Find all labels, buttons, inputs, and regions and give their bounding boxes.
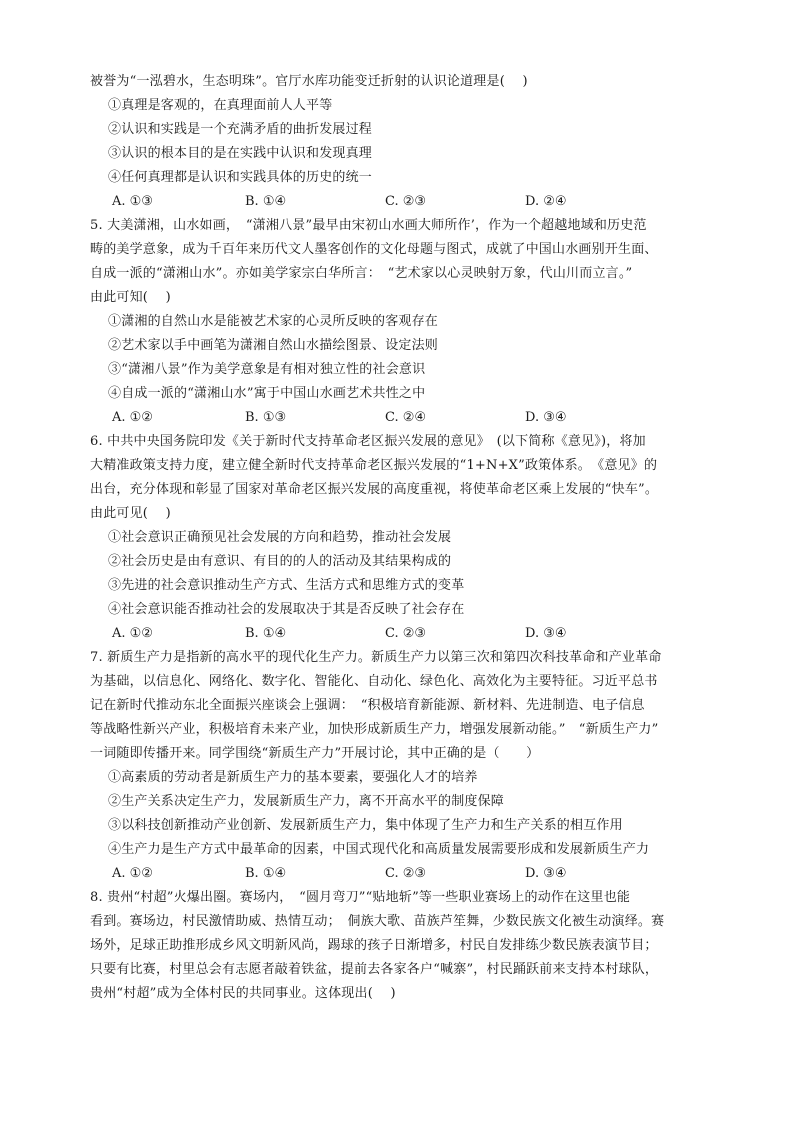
question-4 [90,70,720,214]
question-stem-line: 为基础，以信息化、网络化、数字化、智能化、自动化、绿色化、高效化为主要特征。习近平总书 [90,674,658,689]
answer-options [90,622,720,646]
question-stem-line: 畴的美学意象，成为千百年来历代文人墨客创作的文化母题与图式，成就了中国山水画别开生面、 [90,242,658,257]
statement-2: ②艺术家以手中画笔为潇湘自然山水描绘图景、设定法则 [108,338,439,353]
statement-3: ③以科技创新推动产业创新、发展新质生产力，集中体现了生产力和生产关系的相互作用 [108,818,623,833]
question-8 [90,886,720,1006]
answer-options [90,190,720,214]
question-stem-line: 看到。赛场边，村民激情助威、热情互动； 侗族大歌、苗族芦笙舞，少数民族文化被生动演绎。赛 [90,914,665,929]
statement-3: ③认识的根本目的是在实践中认识和发现真理 [108,146,373,161]
statement-1: ①潇湘的自然山水是能被艺术家的心灵所反映的客观存在 [108,314,439,329]
statement-4: ④生产力是生产方式中最革命的因素，中国式现代化和高质量发展需要形成和发展新质生产力 [108,842,650,857]
option-b[interactable]: B. ①④ [245,194,287,209]
question-stem-line: 6. 中共中央国务院印发《关于新时代支持革命老区振兴发展的意见》 (以下简称《意见》)，将加 [90,434,646,449]
option-b[interactable]: B. ①④ [245,626,287,641]
question-stem-line: 由此可知( ) [90,290,171,305]
question-stem-line: 出台，充分体现和彰显了国家对革命老区振兴发展的高度重视，将使革命老区乘上发展的“快车”。 [90,482,659,497]
question-stem-line: 等战略性新兴产业，积极培育未来产业，加快形成新质生产力，增强发展新动能。” “新质生产力” [90,722,659,737]
option-a[interactable]: A. ①③ [112,194,153,209]
option-d[interactable]: D. ③④ [525,410,567,425]
question-stem-line: 记在新时代推动东北全面振兴座谈会上强调： “积极培育新能源、新材料、先进制造、电子信息 [90,698,645,713]
statement-2: ②社会历史是由有意识、有目的的人的活动及其结果构成的 [108,554,452,569]
exam-page [90,70,720,1006]
question-stem-line: 5. 大美潇湘，山水如画， “潇湘八景”最早由宋初山水画大师所作’，作为一个超越地域和历史范 [90,218,647,233]
question-stem-line: 自成一派的“潇湘山水”。亦如美学家宗白华所言： “艺术家以心灵映射万象，代山川而立言。” [90,266,633,281]
statement-4: ④自成一派的“潇湘山水”寓于中国山水画艺术共性之中 [108,386,426,401]
question-7 [90,646,720,886]
option-c[interactable]: C. ②④ [385,410,427,425]
answer-options [90,862,720,886]
question-stem-line: 场外，足球正助推形成乡风文明新风尚，踢球的孩子日渐增多，村民自发排练少数民族表演节目； [90,938,658,953]
question-stem-line: 7. 新质生产力是指新的高水平的现代化生产力。新质生产力以第三次和第四次科技革命和产业革命 [90,650,662,665]
question-stem-line: 大精准政策支持力度，建立健全新时代支持革命老区振兴发展的“1+N+X”政策体系。 《意见》的 [90,458,658,473]
option-b[interactable]: B. ①④ [245,866,287,881]
question-stem-line: 由此可见( ) [90,506,171,521]
statement-2: ②生产关系决定生产力，发展新质生产力，离不开高水平的制度保障 [108,794,505,809]
statement-3: ③先进的社会意识推动生产方式、生活方式和思维方式的变革 [108,578,465,593]
statement-2: ②认识和实践是一个充满矛盾的曲折发展过程 [108,122,373,137]
statement-4: ④任何真理都是认识和实践具体的历史的统一 [108,170,373,185]
option-b[interactable]: B. ①③ [245,410,287,425]
question-stem-line: 8. 贵州“村超”火爆出圈。赛场内， “圆月弯刀”“贴地斩”等一些职业赛场上的动作在这里也能 [90,890,631,905]
option-d[interactable]: D. ②④ [525,194,567,209]
question-6 [90,430,720,646]
option-d[interactable]: D. ③④ [525,626,567,641]
option-c[interactable]: C. ②③ [385,626,427,641]
statement-1: ①高素质的劳动者是新质生产力的基本要素，要强化人才的培养 [108,770,478,785]
question-stem-line: 被誉为“一泓碧水，生态明珠”。官厅水库功能变迁折射的认识论道理是( ) [90,74,528,89]
option-a[interactable]: A. ①② [112,626,153,641]
statement-1: ①社会意识正确预见社会发展的方向和趋势，推动社会发展 [108,530,452,545]
answer-options [90,406,720,430]
question-stem-line: 贵州“村超”成为全体村民的共同事业。这体现出( ) [90,986,396,1001]
question-stem-line: 一词随即传播开来。同学围绕“新质生产力”开展讨论，其中正确的是（ ） [90,746,540,761]
question-5 [90,214,720,430]
option-a[interactable]: A. ①② [112,866,153,881]
statement-1: ①真理是客观的，在真理面前人人平等 [108,98,333,113]
option-a[interactable]: A. ①② [112,410,153,425]
option-d[interactable]: D. ③④ [525,866,567,881]
option-c[interactable]: C. ②③ [385,866,427,881]
question-stem-line: 只要有比赛，村里总会有志愿者敲着铁盆，提前去各家各户“喊寨”，村民踊跃前来支持本村球队， [90,962,659,977]
statement-3: ③“潇湘八景”作为美学意象是有相对独立性的社会意识 [108,362,426,377]
statement-4: ④社会意识能否推动社会的发展取决于其是否反映了社会存在 [108,602,465,617]
option-c[interactable]: C. ②③ [385,194,427,209]
